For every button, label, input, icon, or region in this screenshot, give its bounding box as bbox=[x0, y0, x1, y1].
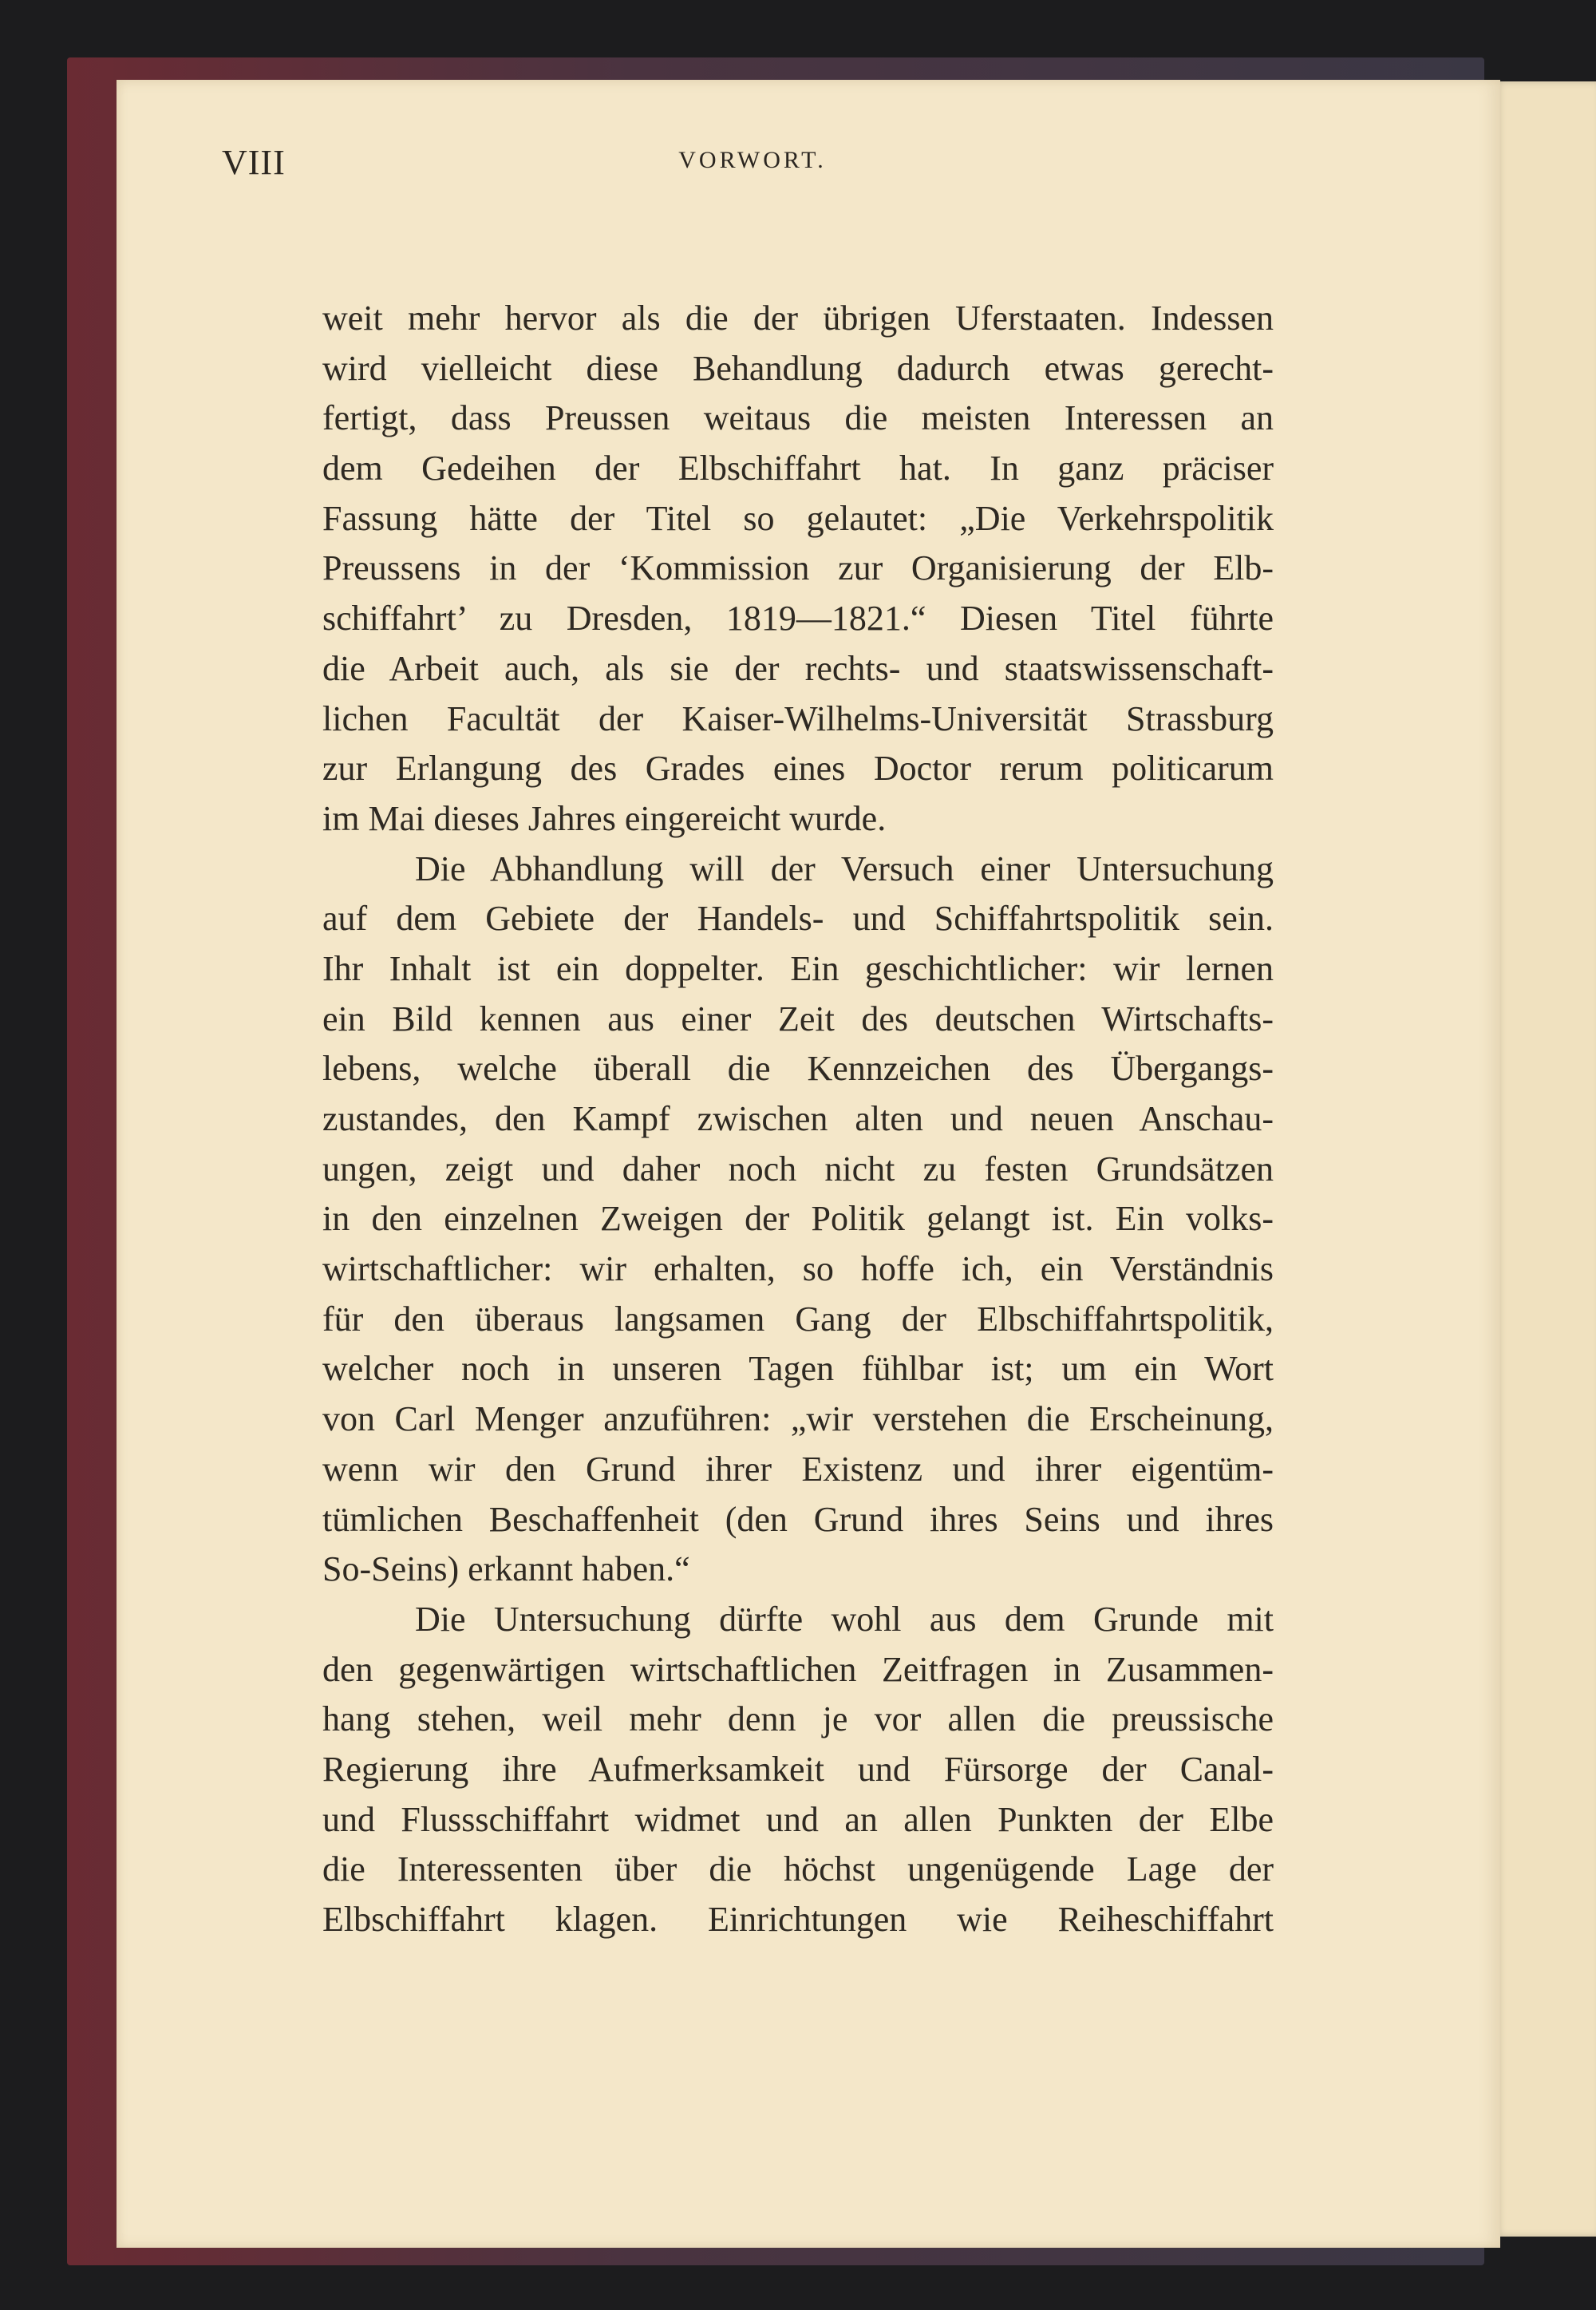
text-line: auf dem Gebiete der Handels- und Schiffahrtspolitik sein. bbox=[322, 899, 1274, 939]
paragraph-2 bbox=[322, 844, 1274, 1595]
text-line: und Flussschiffahrt widmet und an allen Punkten der Elbe bbox=[322, 1799, 1274, 1839]
text-line: die Interessenten über die höchst ungenügende Lage der bbox=[322, 1849, 1274, 1889]
text-line: Ihr Inhalt ist ein doppelter. Ein geschichtlicher: wir lernen bbox=[322, 948, 1274, 988]
page-number: VIII bbox=[222, 143, 286, 182]
text-line: ein Bild kennen aus einer Zeit des deutschen Wirtschafts- bbox=[322, 999, 1274, 1038]
text-line: in den einzelnen Zweigen der Politik gelangt ist. Ein volks- bbox=[322, 1199, 1274, 1239]
paragraph-1 bbox=[322, 294, 1274, 844]
text-line: von Carl Menger anzuführen: „wir verstehen die Erscheinung, bbox=[322, 1399, 1274, 1439]
text-line: welcher noch in unseren Tagen fühlbar ist; um ein Wort bbox=[322, 1349, 1274, 1389]
text-line: zur Erlangung des Grades eines Doctor rerum politicarum bbox=[322, 749, 1274, 789]
text-line: die Arbeit auch, als sie der rechts- und staatswissenschaft- bbox=[322, 648, 1274, 688]
text-line: wirtschaftlicher: wir erhalten, so hoffe ich, ein Verständnis bbox=[322, 1249, 1274, 1289]
text-line: Preussens in der ‘Kommission zur Organisierung der Elb- bbox=[322, 548, 1274, 588]
body-text bbox=[322, 294, 1274, 1945]
paragraph-3 bbox=[322, 1595, 1274, 1945]
text-line: lichen Facultät der Kaiser-Wilhelms-Universität Strassburg bbox=[322, 698, 1274, 738]
text-line: Regierung ihre Aufmerksamkeit und Fürsorge der Canal- bbox=[322, 1749, 1274, 1789]
text-line: fertigt, dass Preussen weitaus die meisten Interessen an bbox=[322, 398, 1274, 438]
text-line: hang stehen, weil mehr denn je vor allen die preussische bbox=[322, 1699, 1274, 1739]
text-line: tümlichen Beschaffenheit (den Grund ihres Seins und ihres bbox=[322, 1499, 1274, 1539]
text-line: Die Abhandlung will der Versuch einer Untersuchung bbox=[415, 848, 1274, 888]
facing-page-edge bbox=[1494, 81, 1596, 2237]
text-line: weit mehr hervor als die der übrigen Uferstaaten. Indessen bbox=[322, 299, 1274, 338]
text-line: lebens, welche überall die Kennzeichen des Übergangs- bbox=[322, 1049, 1274, 1089]
text-line: So-Seins) erkannt haben.“ bbox=[322, 1549, 690, 1589]
text-line: wird vielleicht diese Behandlung dadurch etwas gerecht- bbox=[322, 348, 1274, 388]
running-title: VORWORT. bbox=[678, 147, 827, 173]
text-line: zustandes, den Kampf zwischen alten und neuen Anschau- bbox=[322, 1099, 1274, 1138]
text-line: für den überaus langsamen Gang der Elbschiffahrtspolitik, bbox=[322, 1299, 1274, 1339]
text-line: den gegenwärtigen wirtschaftlichen Zeitfragen in Zusammen- bbox=[322, 1649, 1274, 1689]
page-header bbox=[222, 142, 1283, 206]
text-line: Die Untersuchung dürfte wohl aus dem Grunde mit bbox=[415, 1599, 1274, 1639]
text-line: Elbschiffahrt klagen. Einrichtungen wie Reiheschiffahrt bbox=[322, 1900, 1274, 1939]
text-line: dem Gedeihen der Elbschiffahrt hat. In ganz präciser bbox=[322, 449, 1274, 489]
text-line: Fassung hätte der Titel so gelautet: „Die Verkehrspolitik bbox=[322, 498, 1274, 538]
text-line: schiffahrt’ zu Dresden, 1819—1821.“ Diesen Titel führte bbox=[322, 599, 1274, 639]
text-line: ungen, zeigt und daher noch nicht zu festen Grundsätzen bbox=[322, 1149, 1274, 1189]
text-line: im Mai dieses Jahres eingereicht wurde. bbox=[322, 798, 887, 838]
text-line: wenn wir den Grund ihrer Existenz und ihrer eigentüm- bbox=[322, 1449, 1274, 1489]
